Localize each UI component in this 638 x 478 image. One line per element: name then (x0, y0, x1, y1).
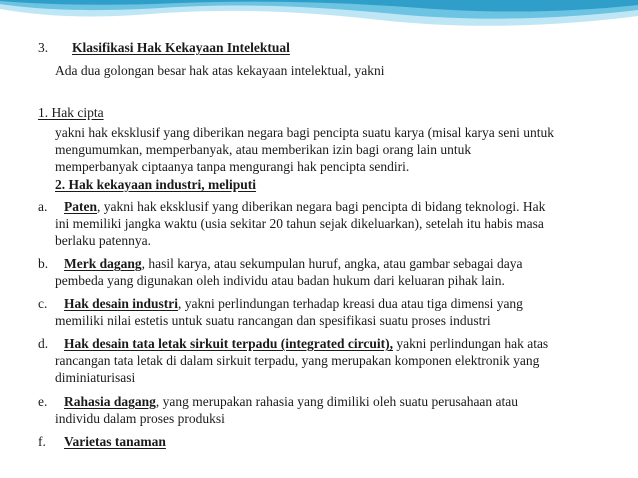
item-rest: , yakni hak eksklusif yang diberikan negara bagi pencipta di bidang teknologi. Hak (97, 199, 546, 214)
item-rest: , yang merupakan rahasia yang dimiliki oleh suatu perusahaan atau (155, 394, 519, 409)
item-marker: a. (38, 199, 48, 214)
item-rahasia-dagang (64, 393, 518, 410)
item-desain-industri (64, 295, 523, 312)
industri-title: 2. Hak kekayaan industri, meliputi (55, 177, 257, 192)
item-term: Varietas tanaman (64, 434, 166, 449)
item-line: ini memiliki jangka waktu (usia sekitar 20 tahun sejak dikeluarkan), setelah itu habis masa (55, 216, 544, 231)
item-paten (64, 198, 545, 215)
item-term: Paten (64, 199, 97, 214)
hak-cipta-title: 1. Hak cipta (38, 105, 104, 120)
item-line: berlaku patennya. (55, 233, 151, 248)
hak-cipta-line: memperbanyak ciptaanya tanpa mengurangi hak pencipta sendiri. (55, 159, 410, 174)
intro-text: Ada dua golongan besar hak atas kekayaan intelektual, yakni (55, 63, 385, 78)
item-term: Rahasia dagang (64, 394, 156, 409)
heading-title: Klasifikasi Hak Kekayaan Intelektual (72, 40, 290, 55)
heading-number: 3. (38, 40, 49, 55)
item-term: Merk dagang (64, 256, 142, 271)
hak-cipta-line: yakni hak eksklusif yang diberikan negara bagi pencipta suatu karya (misal karya seni untuk (55, 125, 554, 140)
item-merk-dagang (64, 255, 522, 272)
item-line: memiliki nilai estetis untuk suatu rancangan dan spesifikasi suatu proses industri (55, 313, 491, 328)
item-rest: , hasil karya, atau sekumpulan huruf, angka, atau gambar sebagai daya (141, 256, 523, 271)
item-marker: c. (38, 296, 48, 311)
hak-cipta-line: mengumumkan, memperbanyak, atau memberikan izin bagi orang lain untuk (55, 142, 472, 157)
item-marker: b. (38, 256, 49, 271)
item-term: Hak desain industri (64, 296, 179, 311)
item-line: pembeda yang digunakan oleh individu atau badan hukum dari keluaran pihak lain. (55, 273, 505, 288)
item-marker: e. (38, 394, 48, 409)
item-marker: f. (38, 434, 46, 449)
item-varietas-tanaman (64, 433, 166, 450)
item-rest: yakni perlindungan hak atas (392, 336, 549, 351)
item-marker: d. (38, 336, 49, 351)
item-line: diminiaturisasi (55, 370, 136, 385)
item-line: individu dalam proses produksi (55, 411, 225, 426)
item-line: rancangan tata letak di dalam sirkuit terpadu, yang merupakan komponen elektronik yang (55, 353, 540, 368)
item-rest: , yakni perlindungan terhadap kreasi dua atau tiga dimensi yang (178, 296, 523, 311)
item-sirkuit-terpadu (64, 335, 548, 352)
item-term: Hak desain tata letak sirkuit terpadu (integrated circuit), (64, 336, 393, 351)
